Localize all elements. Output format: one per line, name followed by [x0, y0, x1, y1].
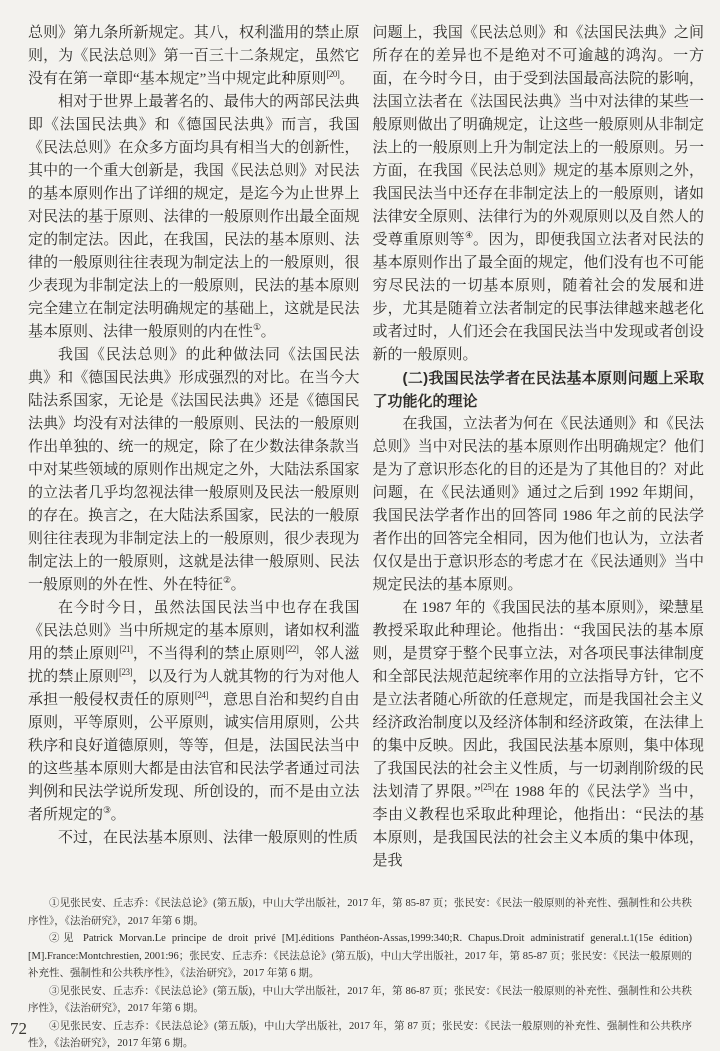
footnotes-section [28, 895, 692, 1051]
paragraph-left-5: 不过，在民法基本原则、法律一般原则的性质 [58, 830, 359, 846]
footnote-4: ④见张民安、丘志乔：《民法总论》(第五版)，中山大学出版社，2017 年，第 87 页；张民安：《民法一般原则的补充性、强制性和公共秩序性》，《法治研究》，2017 年第 6 期。 [28, 1020, 692, 1049]
paragraph-right-3: 在 1987 年的《我国民法的基本原则》，梁慧星教授采取此种理论。他指出：“我国民法的基本原则，是贯穿于整个民事立法，对各项民事法律制度和全部民法规范起统率作用的立法指导方针，它不是立法者随心所欲的任意规定，而是我国社会主义经济政治制度以及经济体制和经济政策，在法律上的集中反映。因此，我国民法基本原则，集中体现了我国民法的社会主义性质，与一切剥削阶级的民法划清了界限。”[25]在 1988 年的《民法学》当中，李由义教程也采取此种理论，他指出：“民法的基本原则，是我国民法的社会主义本质的集中体现，是我 [372, 600, 704, 869]
section-heading: (二)我国民法学者在民法基本原则问题上采取了功能化的理论 [372, 370, 704, 410]
right-column [373, 22, 705, 873]
paragraph-left-3: 我国《民法总则》的此种做法同《法国民法典》和《德国民法典》形成强烈的对比。在当今大陆法系国家，无论是《法国民法典》还是《德国民法典》均没有对法律的一般原则、民法的一般原则作出单独的、统一的规定，除了在少数法律条款当中对某些领域的原则作出规定之外，大陆法系国家的立法者几乎均忽视法律一般原则及民法一般原则的存在。换言之，在大陆法系国家，民法的一般原则往往表现为非制定法上的一般原则，很少表现为制定法上的一般原则，这就是法律一般原则、民法一般原则的外在性、外在特征②。 [28, 347, 360, 593]
main-text-area [28, 22, 704, 873]
paragraph-left-4: 在今时今日，虽然法国民法当中也存在我国《民法总则》当中所规定的基本原则，诸如权利滥用的禁止原则[21]，不当得利的禁止原则[22]，邻人滋扰的禁止原则[23]，以及行为人就其物的行为对他人承担一般侵权责任的原则[24]，意思自治和契约自由原则，平等原则，公平原则，诚实信用原则，公共秩序和良好道德原则，等等，但是，法国民法当中的这些基本原则大都是由法官和民法学者通过司法判例和民法学说所发现、所创设的，而不是由立法者所规定的③。 [28, 600, 360, 823]
page-number: 72 [10, 1019, 27, 1038]
footnote-2: ②见 Patrick Morvan.Le principe de droit privé [M].éditions Panthéon-Assas,1999:340;R. Chapus.Droit administratif general.t.1(15e édition)[M].France:Montchrestien, 2001:96；张民安、丘志乔：《民法总论》(第五版)，中山大学出版社，2017 年，第 85-87 页；张民安：《民法一般原则的补充性、强制性和公共秩序性》，《法治研究》，2017 年第 6 期。 [28, 933, 692, 979]
paragraph-left-continuation: 总则》第九条所新规定。其八，权利滥用的禁止原则，为《民法总则》第一百三十二条规定，虽然它没有在第一章即“基本规定”当中规定此种原则[20]。 [28, 25, 360, 87]
paragraph-right-2: 在我国，立法者为何在《民法通则》和《民法总则》当中对民法的基本原则作出明确规定？他们是为了意识形态化的目的还是为了其他目的？对此问题，在《民法通则》通过之后到 1992 年期间，我国民法学者作出的回答同 1986 年之前的民法学者作出的回答完全相同，因为他们也认为，立法者仅仅是出于意识形态的考虑才在《民法通则》当中规定民法的基本原则。 [372, 416, 704, 593]
left-column [28, 22, 360, 873]
footnote-1: ①见张民安、丘志乔：《民法总论》(第五版)，中山大学出版社，2017 年，第 85-87 页；张民安：《民法一般原则的补充性、强制性和公共秩序性》，《法治研究》，2017 年第 6 期。 [28, 898, 692, 927]
paragraph-left-2: 相对于世界上最著名的、最伟大的两部民法典即《法国民法典》和《德国民法典》而言，我国《民法总则》在众多方面均具有相当大的创新性，其中的一个重大创新是，我国《民法总则》对民法的基本原则作出了详细的规定，是迄今为止世界上对民法的基于原则、法律的一般原则作出最全面规定的制定法。因此，在我国，民法的基本原则、法律的一般原则往往表现为制定法上的一般原则，很少表现为非制定法上的一般原则，民法的基本原则完全建立在制定法明确规定的基础上，这就是民法基本原则、法律一般原则的内在性①。 [28, 94, 360, 340]
paragraph-right-continuation: 问题上，我国《民法总则》和《法国民法典》之间所存在的差异也不是绝对不可逾越的鸿沟。一方面，在今时今日，由于受到法国最高法院的影响，法国立法者在《法国民法典》当中对法律的某些一般原则做出了明确规定，让这些一般原则从非制定法上的一般原则上升为制定法上的一般原则。另一方面，在我国《民法总则》规定的基本原则之外，我国民法当中还存在非制定法上的一般原则，诸如法律安全原则、法律行为的外观原则以及自然人的受尊重原则等④。因为，即便我国立法者对民法的基本原则作出了最全面的规定，他们没有也不可能穷尽民法的一切基本原则，随着社会的发展和进步，尤其是随着立法者制定的民事法律越来越老化或者过时，人们还会在我国民法当中发现或者创设新的一般原则。 [372, 25, 704, 363]
footnote-3: ③见张民安、丘志乔：《民法总论》(第五版)，中山大学出版社，2017 年，第 86-87 页；张民安：《民法一般原则的补充性、强制性和公共秩序性》，《法治研究》，2017 年第 6 期。 [28, 985, 692, 1014]
